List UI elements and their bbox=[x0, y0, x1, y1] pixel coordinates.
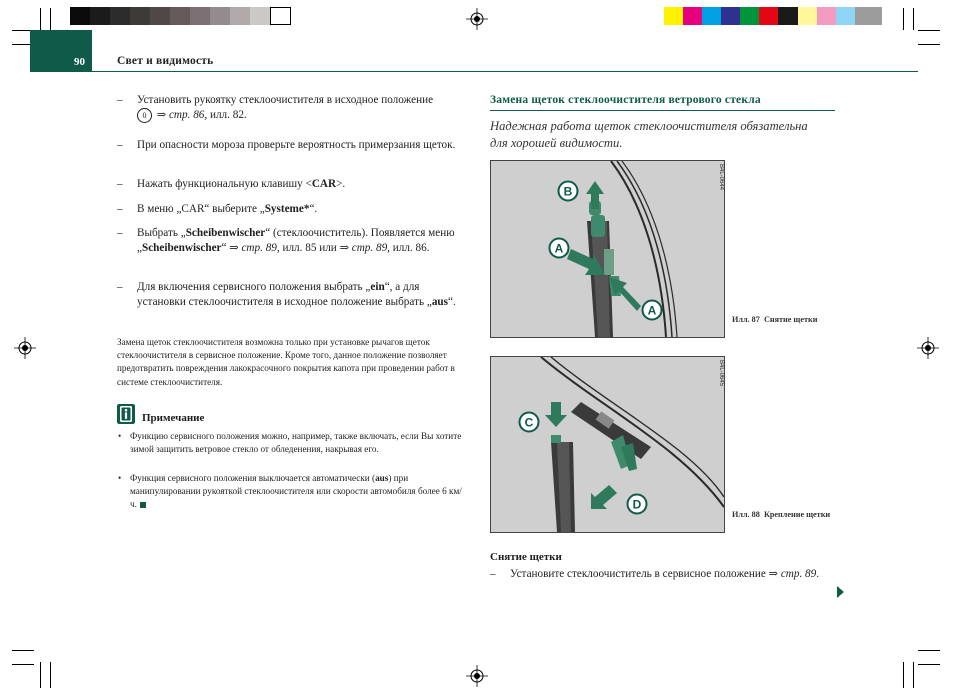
step-5: – Выбрать „Scheibenwischer“ (стеклоочиститель). Появляется меню „Scheibenwischer“ ⇒ стр. 89, илл. 85 или ⇒ стр. 89, илл. 86. bbox=[117, 227, 455, 255]
subsection-title: Снятие щетки bbox=[490, 551, 562, 563]
crop-mark bbox=[40, 8, 41, 30]
label-a-icon bbox=[641, 299, 663, 321]
label-b-icon bbox=[557, 180, 579, 202]
svg-text:B: B bbox=[563, 184, 573, 199]
figure-87 bbox=[490, 160, 725, 338]
chapter-title: Свет и видимость bbox=[117, 55, 214, 67]
label-d-icon bbox=[626, 493, 648, 515]
info-paragraph: Замена щеток стеклоочистителя возможна только при установке рычагов щеток стеклоочистителя в сервисное положение. Кроме того, данное положение позволяет предотвратить повреждения лакокрасочного покрытия капота при проведении работ в системе стеклоочистителя. bbox=[117, 337, 455, 387]
step-1: – Установить рукоятку стеклоочистителя в исходное положение 0 ⇒ стр. 86, илл. 82. bbox=[117, 94, 434, 122]
page-reference-link[interactable]: стр. 86, bbox=[168, 109, 208, 122]
crop-mark bbox=[50, 8, 51, 30]
registration-mark bbox=[917, 337, 939, 359]
crop-mark bbox=[40, 662, 41, 688]
figure-code: B4L-0644 bbox=[718, 164, 724, 191]
step-2: – При опасности мороза проверьте вероятность примерзания щеток. bbox=[117, 139, 456, 151]
page-reference-link[interactable]: стр. 89 bbox=[351, 242, 388, 255]
crop-mark bbox=[50, 662, 51, 688]
step-3: – Нажать функциональную клавишу <CAR>. bbox=[117, 178, 346, 190]
svg-text:C: C bbox=[524, 415, 534, 430]
crop-mark bbox=[12, 650, 34, 651]
svg-text:D: D bbox=[632, 497, 642, 512]
crop-mark bbox=[918, 30, 940, 31]
step-4: – В меню „CAR“ выберите „Systeme*“. bbox=[117, 203, 318, 215]
crop-mark bbox=[12, 664, 34, 665]
step-6: – Для включения сервисного положения выбрать „ein“, а для установки стеклоочистителя в исходное положение выбрать „aus“. bbox=[117, 281, 456, 309]
continue-arrow-icon bbox=[837, 586, 844, 598]
figure-88-caption: Илл. 88 Крепление щетки bbox=[732, 510, 831, 519]
note-item: • Функция сервисного положения выключается автоматически (aus) при манипулировании рукояткой стеклоочистителя или скорости автомобиля более 6 км/ч. bbox=[118, 473, 462, 510]
page-reference-link[interactable]: стр. 89 bbox=[241, 242, 277, 255]
end-of-section-icon bbox=[140, 502, 146, 508]
note-title: Примечание bbox=[142, 412, 205, 424]
section-title: Замена щеток стеклоочистителя ветрового стекла bbox=[490, 94, 761, 106]
wiper-attachment-illustration bbox=[491, 357, 724, 532]
figure-88 bbox=[490, 356, 725, 533]
figure-87-caption: Илл. 87 Снятие щетки bbox=[732, 315, 818, 324]
section-lead: Надежная работа щеток стеклоочистителя обязательна для хорошей видимости. bbox=[490, 119, 808, 150]
info-icon bbox=[117, 404, 135, 424]
wiper-removal-illustration bbox=[491, 161, 724, 337]
label-c-icon bbox=[518, 411, 540, 433]
label-a-icon bbox=[548, 237, 570, 259]
svg-text:A: A bbox=[554, 241, 564, 256]
registration-mark bbox=[466, 665, 488, 687]
page-reference-link[interactable]: стр. 89 bbox=[780, 568, 817, 580]
crop-mark bbox=[918, 664, 940, 665]
figure-code: B4L-0645 bbox=[718, 360, 724, 387]
section-rule bbox=[490, 110, 835, 111]
note-item: • Функцию сервисного положения можно, например, также включать, если Вы хотите зимой защитить ветровое стекло от обледенения, накрывая его. bbox=[118, 431, 462, 455]
crop-mark bbox=[913, 8, 914, 30]
lever-position-0-icon: 0 bbox=[137, 108, 152, 123]
crop-mark bbox=[903, 662, 904, 688]
header-rule bbox=[92, 71, 918, 72]
crop-mark bbox=[903, 8, 904, 30]
sub-step: – Установите стеклоочиститель в сервисное положение ⇒ стр. 89. bbox=[490, 568, 820, 580]
page-number: 90 bbox=[74, 56, 85, 68]
registration-mark bbox=[14, 337, 36, 359]
crop-mark bbox=[913, 662, 914, 688]
registration-mark bbox=[466, 8, 488, 30]
crop-mark bbox=[918, 650, 940, 651]
crop-mark bbox=[918, 44, 940, 45]
svg-text:A: A bbox=[647, 303, 657, 318]
